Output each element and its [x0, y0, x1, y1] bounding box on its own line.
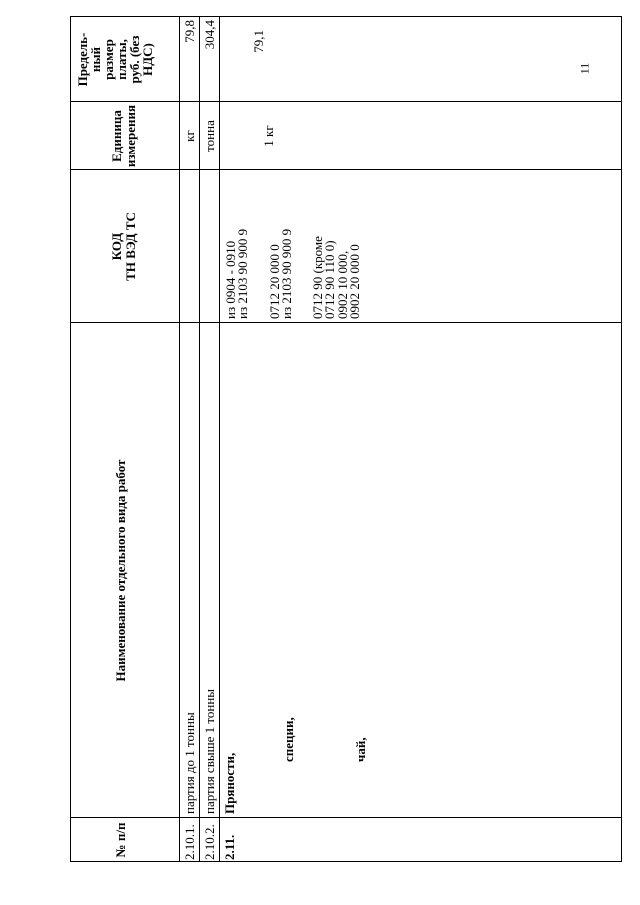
col-divider-name	[70, 322, 622, 323]
table-border-top	[70, 17, 71, 862]
row-2-10-2-num: 2.10.2.	[202, 824, 217, 860]
table-border-bottom	[621, 17, 622, 862]
price-table	[70, 17, 621, 862]
row-2-10-2-name: партия свыше 1 тонны	[202, 688, 217, 814]
col-divider-num	[70, 817, 622, 818]
row-2-11-price: 79,1	[251, 30, 266, 53]
row-2-11-spices: специи,	[281, 717, 296, 762]
row-2-11-tea: чай,	[353, 737, 368, 762]
row-rule-2-10-2	[219, 17, 220, 862]
row-2-11-unit: 1 кг	[261, 125, 276, 147]
header-unit: Единица измерения	[109, 104, 138, 168]
row-2-10-2-unit: тонна	[202, 120, 217, 152]
row-2-10-1-unit: кг	[182, 130, 197, 142]
header-code: КОД ТН ВЭД ТС	[109, 212, 138, 281]
row-2-11-codes-b: 0712 20 000 0 из 2103 90 900 9	[267, 228, 295, 319]
row-2-11-codes-a: из 0904 - 0910 из 2103 90 900 9	[223, 228, 251, 319]
row-2-10-1-price: 79,8	[182, 20, 197, 43]
row-2-10-1-num: 2.10.1.	[182, 824, 197, 860]
header-name: Наименование отдельного вида работ	[113, 459, 128, 682]
header-rule	[179, 17, 180, 862]
row-2-11-codes-c: 0712 90 (кроме 0712 90 110 0) 0902 10 000, 0902 20 000 0	[310, 236, 363, 319]
header-num: № п/п	[113, 822, 128, 858]
col-divider-code	[70, 169, 622, 170]
row-rule-2-10-1	[199, 17, 200, 862]
table-border-left	[70, 861, 622, 862]
row-2-11-num: 2.11.	[222, 834, 237, 860]
header-price: Предель- ный размер платы, руб. (без НДС)	[75, 32, 155, 87]
page-number: 11	[577, 62, 592, 75]
row-2-10-2-price: 304,4	[202, 20, 217, 50]
row-2-10-1-name: партия до 1 тонны	[182, 712, 197, 814]
row-2-11-name: Пряности,	[222, 752, 237, 814]
